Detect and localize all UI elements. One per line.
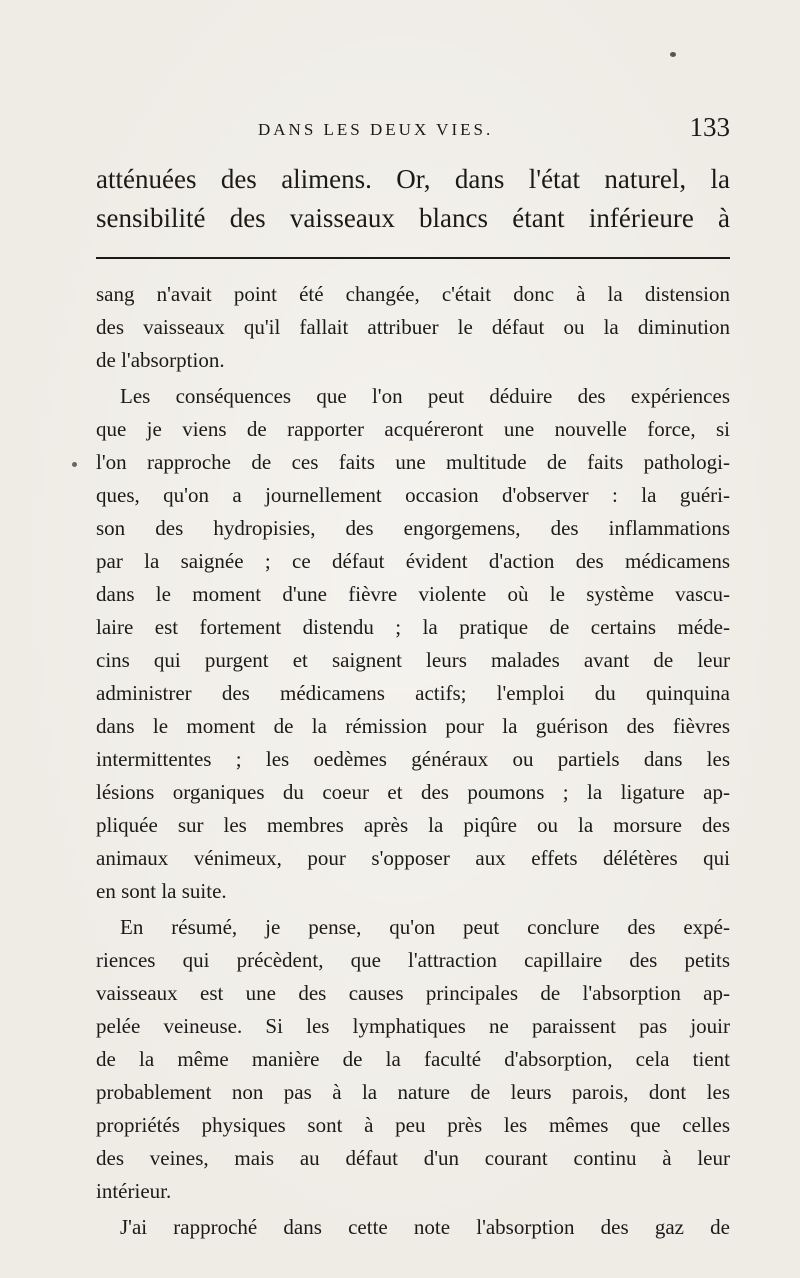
margin-mark [72,462,77,467]
running-head: DANS LES DEUX VIES. [258,120,494,139]
note-line: administrer des médicamens actifs; l'emploi du quinquina [96,681,730,705]
main-text-line: sensibilité des vaisseaux blancs étant inférieure à [96,203,730,233]
footnote-rule [96,257,730,259]
note-line: pelée veineuse. Si les lymphatiques ne paraissent pas jouir [96,1014,730,1038]
note-line: sang n'avait point été changée, c'était donc à la distension [96,282,730,306]
note-line: propriétés physiques sont à peu près les mêmes que celles [96,1113,730,1137]
main-text-line: atténuées des alimens. Or, dans l'état naturel, la [96,164,730,194]
note-line: l'on rapproche de ces faits une multitude de faits pathologi- [96,450,730,474]
note-line: de l'absorption. [96,348,225,372]
note-line: lésions organiques du coeur et des poumons ; la ligature ap- [96,780,730,804]
note-line: J'ai rapproché dans cette note l'absorption des gaz de [120,1215,730,1239]
note-line: dans le moment de la rémission pour la guérison des fièvres [96,714,730,738]
note-line: intérieur. [96,1179,172,1203]
note-line: cins qui purgent et saignent leurs malades avant de leur [96,648,730,672]
note-line: riences qui précèdent, que l'attraction capillaire des petits [96,948,730,972]
footnote-text [96,278,730,1239]
note-line: probablement non pas à la nature de leurs parois, dont les [96,1080,730,1104]
note-line: pliquée sur les membres après la piqûre ou la morsure des [96,813,730,837]
ink-speck [670,52,676,57]
note-line: Les conséquences que l'on peut déduire des expériences [120,384,730,408]
main-text [96,160,730,240]
page-header [96,112,730,152]
note-line: de la même manière de la faculté d'absorption, cela tient [96,1047,730,1071]
page-number: 133 [689,112,730,142]
note-line: laire est fortement distendu ; la pratique de certains méde- [96,615,730,639]
note-line: animaux vénimeux, pour s'opposer aux effets délétères qui [96,846,730,870]
note-line: dans le moment d'une fièvre violente où le système vascu- [96,582,730,606]
note-line: des veines, mais au défaut d'un courant continu à leur [96,1146,730,1170]
note-line: que je viens de rapporter acquéreront une nouvelle force, si [96,417,730,441]
note-line: son des hydropisies, des engorgemens, des inflammations [96,516,730,540]
note-line: En résumé, je pense, qu'on peut conclure des expé- [120,915,730,939]
note-line: intermittentes ; les oedèmes généraux ou partiels dans les [96,747,730,771]
note-line: ques, qu'on a journellement occasion d'observer : la guéri- [96,483,730,507]
note-line: par la saignée ; ce défaut évident d'action des médicamens [96,549,730,573]
note-line: en sont la suite. [96,879,227,903]
note-line: vaisseaux est une des causes principales de l'absorption ap- [96,981,730,1005]
note-line: des vaisseaux qu'il fallait attribuer le défaut ou la diminution [96,315,730,339]
